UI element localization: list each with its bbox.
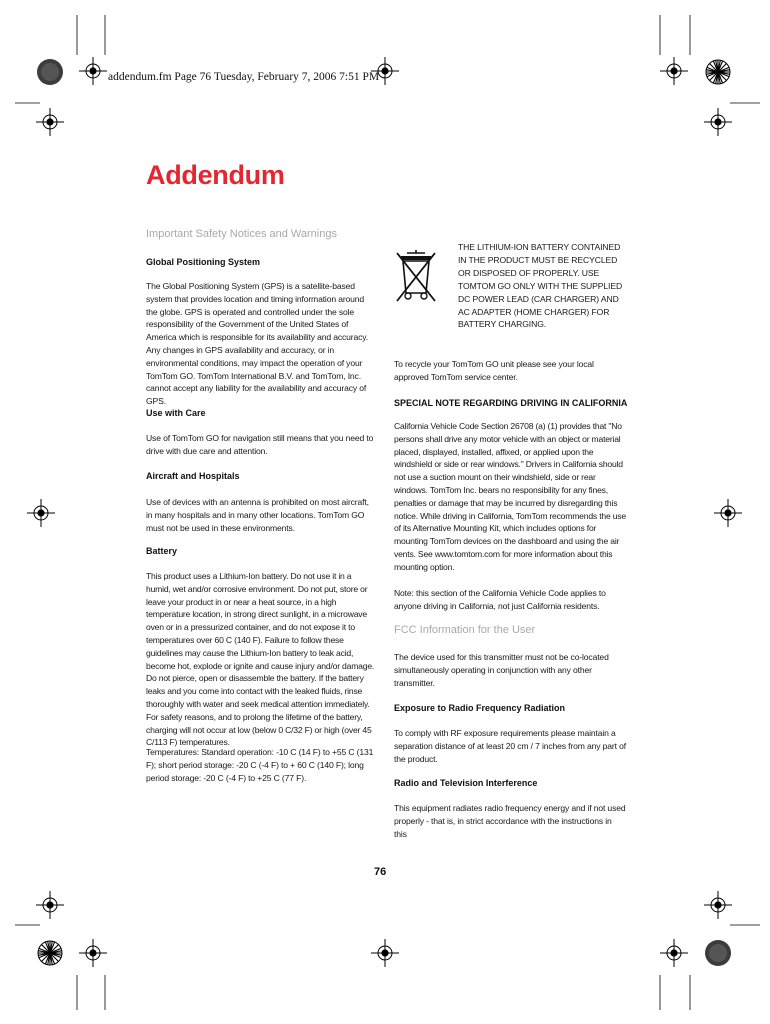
gps-paragraph: The Global Positioning System (GPS) is a satellite-based system that provides location and timing information around the globe. GPS is operated and controlled under the sole responsibility of the Government of the United States of America which is responsible for its availability and accuracy. Any changes in GPS availability and accuracy, or in environmental conditions, may impact the operation of your TomTom GO. TomTom International B.V. and TomTom, Inc. cannot accept any liability for the availability and accuracy of GPS. — [146, 281, 369, 407]
california-paragraph: California Vehicle Code Section 26708 (a) (1) provides that "No persons shall drive any motor vehicle with an object or material placed, displayed, installed, affixed, or applied upon the windshield or side or rear windows." Drivers in California should not use a suction mount on their windshield, side or rear windows. TomTom Inc. bears no responsibility for any fines, penalties or damage that may be incurred by disregarding this notice. While driving in California, TomTom recommends the use of its Alternative Mounting Kit, which includes options for mounting TomTom devices on the dashboard and using the air vents. See www.tomtom.com for more information about this mounting option. — [394, 421, 626, 572]
care-paragraph: Use of TomTom GO for navigation still means that you need to drive with due care and attention. — [146, 433, 374, 456]
care-heading: Use with Care — [146, 408, 206, 418]
california-heading: SPECIAL NOTE REGARDING DRIVING IN CALIFORNIA — [394, 398, 628, 408]
interference-paragraph: This equipment radiates radio frequency energy and if not used properly - that is, in strict accordance with the instructions in this — [394, 803, 626, 839]
battery-heading: Battery — [146, 546, 178, 556]
gps-heading: Global Positioning System — [146, 257, 261, 267]
safety-section-heading: Important Safety Notices and Warnings — [146, 228, 337, 240]
file-header: addendum.fm Page 76 Tuesday, February 7, 2006 7:51 PM — [108, 71, 380, 83]
temperatures-paragraph: Temperatures: Standard operation: -10 C (14 F) to +55 C (131 F); short period storage: -20 C (-4 F) to + 60 C (140 F); long period storage: -20 C (-4 F) to +25 C (77 F). — [146, 747, 374, 783]
aircraft-paragraph: Use of devices with an antenna is prohibited on most aircraft, in many hospitals and in many other locations. TomTom GO must not be used in these environments. — [146, 497, 369, 533]
aircraft-heading: Aircraft and Hospitals — [146, 471, 240, 481]
fcc-paragraph: The device used for this transmitter must not be co-located simultaneously operating in conjunction with any other transmitter. — [394, 652, 609, 688]
crossed-out-wheelie-bin-icon — [394, 247, 442, 305]
california-note: Note: this section of the California Vehicle Code applies to anyone driving in California, not just California residents. — [394, 588, 606, 611]
battery-disposal-notice: THE LITHIUM-ION BATTERY CONTAINED IN THE PRODUCT MUST BE RECYCLED OR DISPOSED OF PROPERLY. USE TOMTOM GO ONLY WITH THE SUPPLIED DC POWER LEAD (CAR CHARGER) AND AC ADAPTER (HOME CHARGER) FOR BATTERY CHARGING. — [458, 242, 623, 330]
page-number: 76 — [374, 866, 387, 878]
battery-paragraph: This product uses a Lithium-Ion battery. Do not use it in a humid, wet and/or corrosive environment. Do not put, store or leave your product in or near a heat source, in a high temperature location, in strong direct sunlight, in a microwave oven or in a pressurized container, and do not expose it to temperatures over 60 C (140 F). Failure to follow these guidelines may cause the Lithium-Ion battery to leak acid, become hot, explode or ignite and cause injury and/or damage. Do not pierce, open or disassemble the battery. If the battery leaks and you come into contact with the leaked fluids, rinse thoroughly with water and seek medical attention immediately. For safety reasons, and to prolong the lifetime of the battery, charging will not occur at low (below 0 C/32 F) or high (over 45 C/113 F) temperatures. — [146, 571, 375, 748]
rf-exposure-heading: Exposure to Radio Frequency Radiation — [394, 703, 566, 713]
rf-exposure-paragraph: To comply with RF exposure requirements please maintain a separation distance of at least 20 cm / 7 inches from any part of the product. — [394, 728, 626, 764]
interference-heading: Radio and Television Interference — [394, 778, 538, 788]
page-title: Addendum — [146, 160, 285, 190]
fcc-section-heading: FCC Information for the User — [394, 624, 536, 636]
recycle-paragraph: To recycle your TomTom GO unit please see your local approved TomTom service center. — [394, 359, 594, 382]
